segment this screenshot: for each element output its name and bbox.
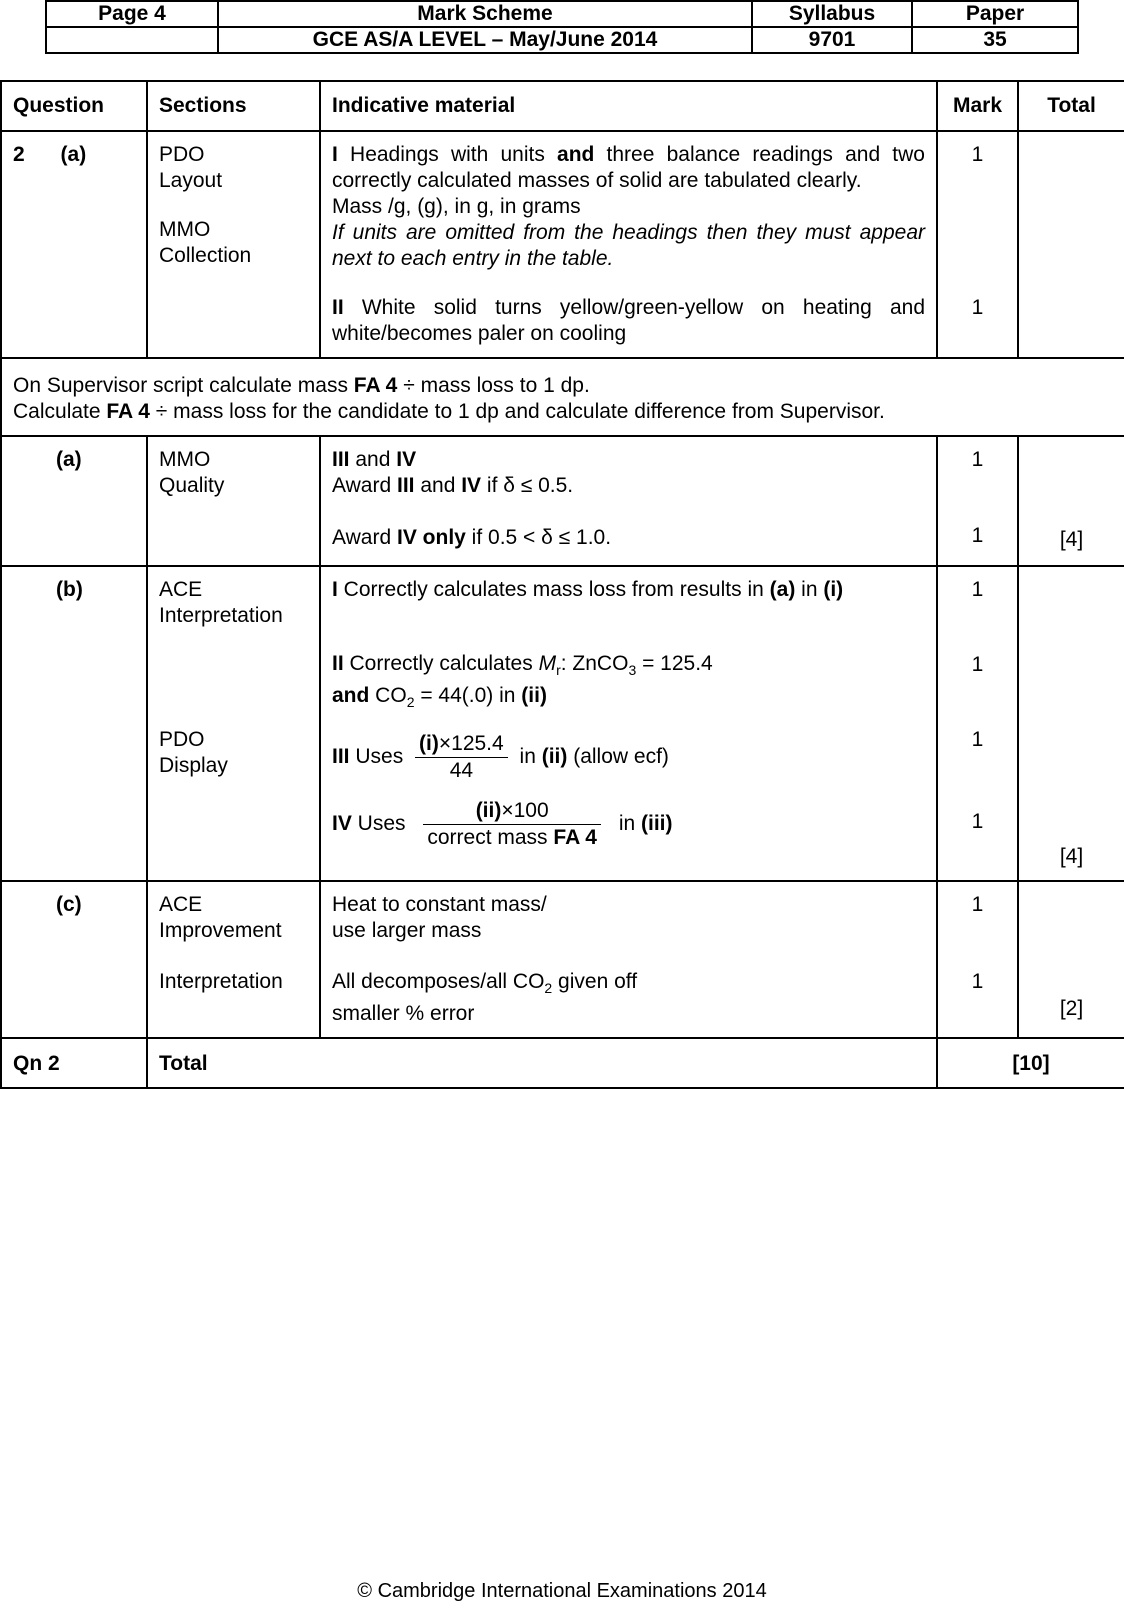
question-total-label: Qn 2 — [1, 1038, 147, 1088]
mark-cell — [937, 566, 1018, 881]
section-name: Interpretation — [159, 970, 283, 993]
indicative-cell — [320, 566, 937, 881]
total-cell — [1018, 881, 1124, 1038]
total-row — [1, 1038, 1124, 1088]
award-rule: Award III and IV if δ ≤ 0.5. — [332, 474, 574, 497]
total-value: [4] — [1059, 528, 1084, 551]
mark-value: 1 — [971, 970, 984, 993]
section-skill: MMO — [159, 218, 211, 241]
mark-value: 1 — [971, 728, 984, 751]
blank-cell — [46, 27, 218, 53]
indicative-cell — [320, 436, 937, 566]
table-row — [1, 131, 1124, 358]
header-row — [46, 1, 1078, 27]
mark-value: 1 — [971, 653, 984, 676]
col-mark: Mark — [937, 81, 1018, 131]
question-number: 2 — [13, 143, 25, 166]
question-part: (c) — [56, 893, 82, 916]
syllabus-label: Syllabus — [752, 1, 912, 27]
mark-point-iv: IV Uses $\frac{(ii)\times 100}{\text{correct mass FA 4}}$ in (iii) — [332, 799, 673, 850]
units-note: Mass /g, (g), in g, in grams — [332, 195, 581, 218]
doc-title: Mark Scheme — [218, 1, 752, 27]
col-total: Total — [1018, 81, 1124, 131]
grand-total: [10] — [937, 1038, 1124, 1088]
mark-value: 1 — [971, 524, 984, 547]
indicative-cell — [320, 131, 937, 358]
answer-line: smaller % error — [332, 1002, 475, 1026]
table-row — [1, 566, 1124, 881]
question-cell — [1, 436, 147, 566]
mark-point-ii-cont: and $CO_2 = 44(.0)$ in (ii) — [332, 684, 547, 711]
mark-cell — [937, 881, 1018, 1038]
question-cell — [1, 131, 147, 358]
section-skill: ACE — [159, 893, 203, 916]
section-name: Improvement — [159, 919, 282, 942]
indicative-cell — [320, 881, 937, 1038]
question-cell — [1, 566, 147, 881]
section-name: Collection — [159, 244, 252, 267]
exam-session: GCE AS/A LEVEL – May/June 2014 — [218, 27, 752, 53]
section-skill: ACE — [159, 578, 203, 601]
paper-label: Paper — [912, 1, 1078, 27]
mark-value: 1 — [971, 448, 984, 471]
total-value: [4] — [1059, 845, 1084, 868]
mark-point-ii: II Correctly calculates $M_r$: ZnCO$_3$ = 125.4 — [332, 652, 713, 679]
page-header-table — [45, 0, 1079, 54]
syllabus-code: 9701 — [752, 27, 912, 53]
header-row — [46, 27, 1078, 53]
note-row — [1, 358, 1124, 436]
table-row — [1, 881, 1124, 1038]
mark-value: 1 — [971, 296, 984, 319]
paper-number: 35 — [912, 27, 1078, 53]
mark-value: 1 — [971, 143, 984, 166]
award-rule: Award IV only if 0.5 < δ ≤ 1.0. — [332, 526, 612, 549]
section-skill: PDO — [159, 143, 205, 166]
col-sections: Sections — [147, 81, 320, 131]
total-cell — [1018, 131, 1124, 358]
col-question: Question — [1, 81, 147, 131]
sections-cell — [147, 131, 320, 358]
column-header-row — [1, 81, 1124, 131]
mark-cell — [937, 436, 1018, 566]
section-name: Display — [159, 754, 228, 777]
table-row — [1, 436, 1124, 566]
mark-value: 1 — [971, 893, 984, 916]
mark-point-iii: III Uses $\frac{(i)\times 125.4}{44}$ in (ii) (allow ecf) — [332, 732, 669, 783]
copyright-footer: © Cambridge International Examinations 2014 — [357, 1580, 767, 1602]
question-part: (a) — [60, 143, 87, 166]
sections-cell — [147, 881, 320, 1038]
question-part: (b) — [56, 578, 83, 601]
sections-cell — [147, 566, 320, 881]
fraction: $\frac{(i)\times 125.4}{44}$ — [415, 731, 508, 784]
total-value: [2] — [1059, 997, 1084, 1020]
total-cell — [1018, 436, 1124, 566]
answer-line: use larger mass — [332, 919, 482, 942]
sections-cell — [147, 436, 320, 566]
mark-value: 1 — [971, 810, 984, 833]
section-skill: PDO — [159, 728, 205, 751]
mark-value: 1 — [971, 578, 984, 601]
section-skill: MMO — [159, 448, 211, 471]
mark-point-i: I Headings with units and three balance readings and two correctly calculated masses of solid are tabulated clearly. — [332, 143, 925, 192]
supervisor-note: On Supervisor script calculate mass FA 4 ÷ mass loss to 1 dp. Calculate FA 4 ÷ mass loss for the candidate to 1 dp and calculate difference from Supervisor. — [1, 358, 1124, 436]
total-label: Total — [147, 1038, 937, 1088]
question-cell — [1, 881, 147, 1038]
mark-point-ii: II White solid turns yellow/green-yellow on heating and white/becomes paler on cooling — [332, 296, 925, 345]
section-name: Quality — [159, 474, 225, 497]
answer-line: All decomposes/all $CO_2$ given off — [332, 970, 638, 997]
answer-line: Heat to constant mass/ — [332, 893, 547, 916]
mark-cell — [937, 131, 1018, 358]
page-number: Page 4 — [46, 1, 218, 27]
fraction: $\frac{(ii)\times 100}{\text{correct mass FA 4}}$ — [423, 798, 601, 851]
col-indicative: Indicative material — [320, 81, 937, 131]
mark-scheme-table — [0, 80, 1124, 1089]
mark-point-iii-iv: III and IV — [332, 448, 417, 471]
question-part: (a) — [56, 448, 82, 471]
section-name: Layout — [159, 169, 223, 192]
section-name: Interpretation — [159, 604, 283, 627]
total-cell — [1018, 566, 1124, 881]
mark-point-i: I Correctly calculates mass loss from results in (a) in (i) — [332, 578, 844, 601]
units-omitted-note: If units are omitted from the headings then they must appear next to each entry in the table. — [332, 221, 925, 270]
